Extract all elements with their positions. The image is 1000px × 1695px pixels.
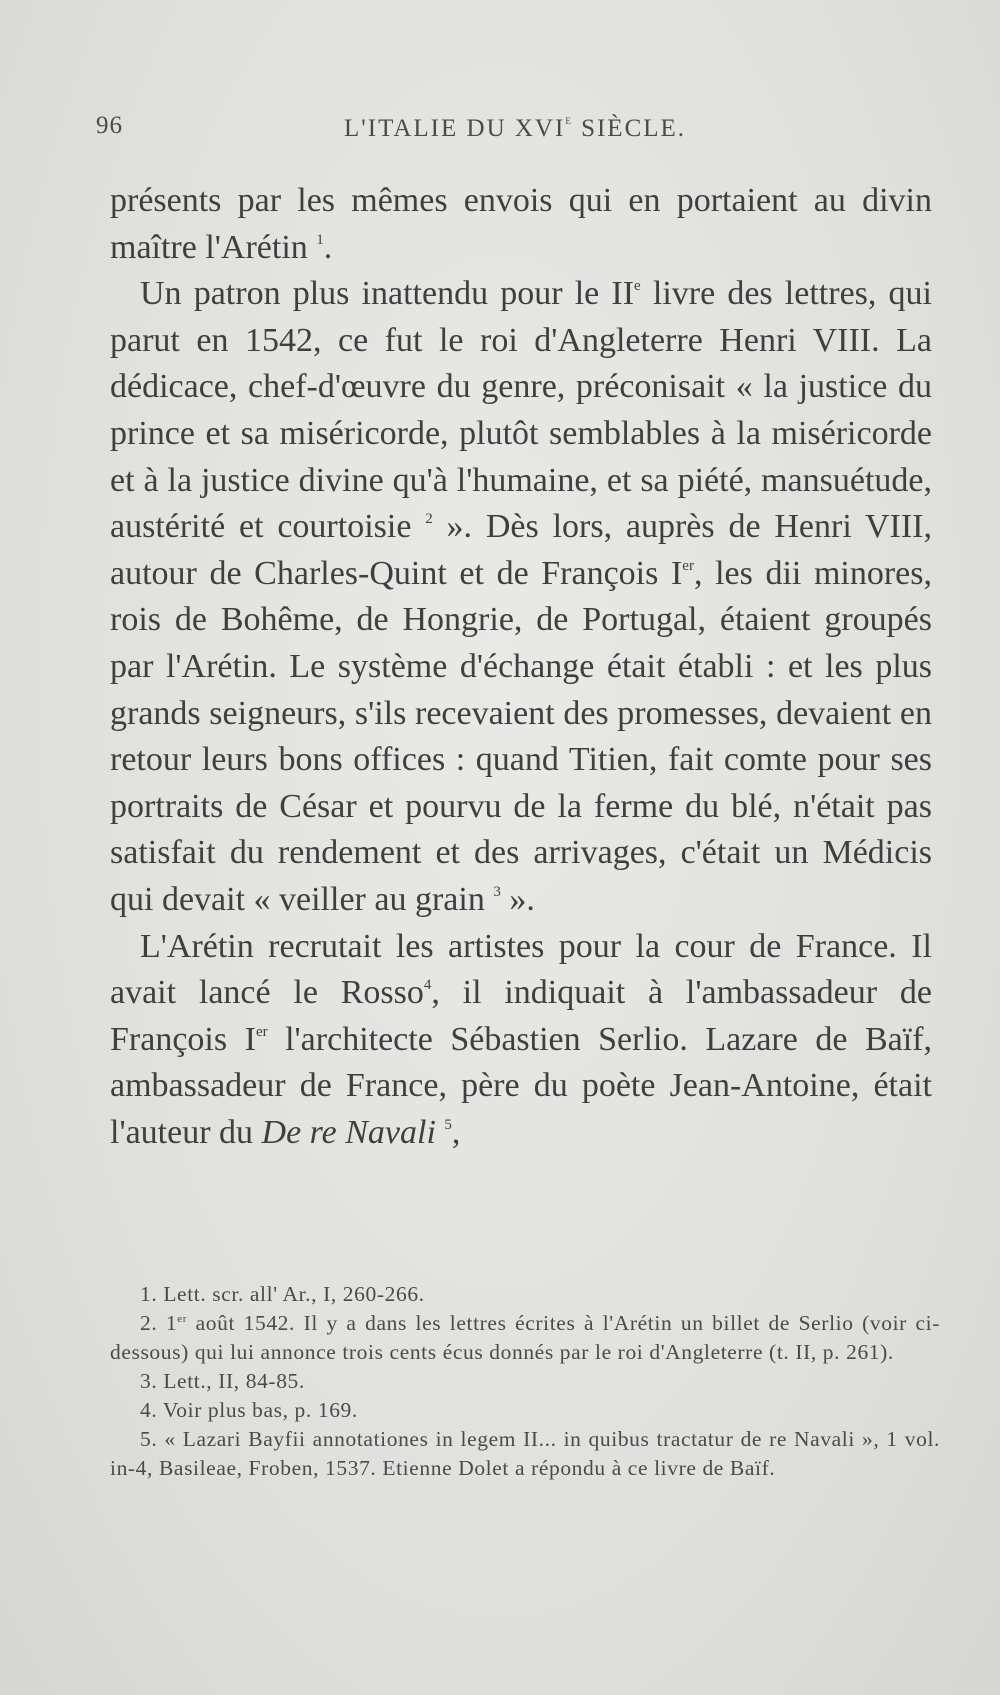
footnote-ref-2: 2 bbox=[425, 511, 433, 528]
footnotes bbox=[110, 1280, 940, 1483]
footnote-5: 5. « Lazari Bayfii annotationes in legem II... in quibus tractatur de re Navali », 1 vol. in-4, Basileae, Froben, 1537. Etienne Dolet a répondu à ce livre de Baïf. bbox=[110, 1427, 940, 1480]
footnote-2: 2. 1er août 1542. Il y a dans les lettres écrites à l'Arétin un billet de Serlio (voir ci-dessous) qui lui annonce trois cents écus donnés par le roi d'Angleterre (t. II, p. 261). bbox=[110, 1311, 940, 1364]
paragraph-3: L'Arétin recrutait les artistes pour la cour de France. Il avait lancé le Rosso$^4$, il indiquait à l'ambassadeur de François Ier l'architecte Sébastien Serlio. Lazare de Baïf, ambassadeur de France, père du poète Jean-Antoine, était l'auteur du De re Navali $^5$, bbox=[110, 927, 932, 1151]
running-title-main: L'ITALIE DU XVI bbox=[343, 115, 566, 142]
body-text bbox=[110, 178, 932, 1156]
footnote-ref-3: 3 bbox=[493, 883, 501, 900]
footnote-1: 1. Lett. scr. all' Ar., I, 260-266. bbox=[140, 1282, 425, 1306]
footnote-ref-4: 4 bbox=[423, 977, 432, 994]
paragraph-2: Un patron plus inattendu pour le IIe livre des lettres, qui parut en 1542, ce fut le roi d'Angleterre Henri VIII. La dédicace, chef-d'œuvre du genre, préconisait « la justice du prince et sa miséricorde, plutôt semblables à la miséricorde et à la justice divine qu'à l'humaine, et sa piété, mansuétude, austérité et courtoisie $^2$ ». Dès lors, auprès de Henri VIII, autour de Charles-Quint et de François Ier, les dii minores, rois de Bohême, de Hongrie, de Portugal, étaient groupés par l'Arétin. Le système d'échange était établi : et les plus grands seigneurs, s'ils recevaient des promesses, devaient en retour leurs bons offices : quand Titien, fait comte pour ses portraits de César et pourvu de la ferme du blé, n'était pas satisfait du rendement et des arrivages, c'était un Médicis qui devait « veiller au grain $^3$ ». bbox=[110, 275, 932, 918]
footnote-3: 3. Lett., II, 84-85. bbox=[140, 1369, 305, 1393]
italic-title: De re Navali bbox=[261, 1113, 436, 1151]
running-head bbox=[96, 112, 934, 146]
footnote-ref-5: 5 bbox=[444, 1116, 452, 1133]
running-title bbox=[96, 112, 934, 143]
running-title-end: SIÈCLE. bbox=[572, 115, 687, 142]
running-title-sup: e bbox=[565, 112, 573, 127]
paragraph-1: présents par les mêmes envois qui en portaient au divin maître l'Arétin $^1$. bbox=[110, 182, 932, 266]
footnote-ref-1: 1 bbox=[316, 231, 324, 248]
footnote-4: 4. Voir plus bas, p. 169. bbox=[140, 1398, 358, 1422]
page-number: 96 bbox=[96, 112, 123, 139]
